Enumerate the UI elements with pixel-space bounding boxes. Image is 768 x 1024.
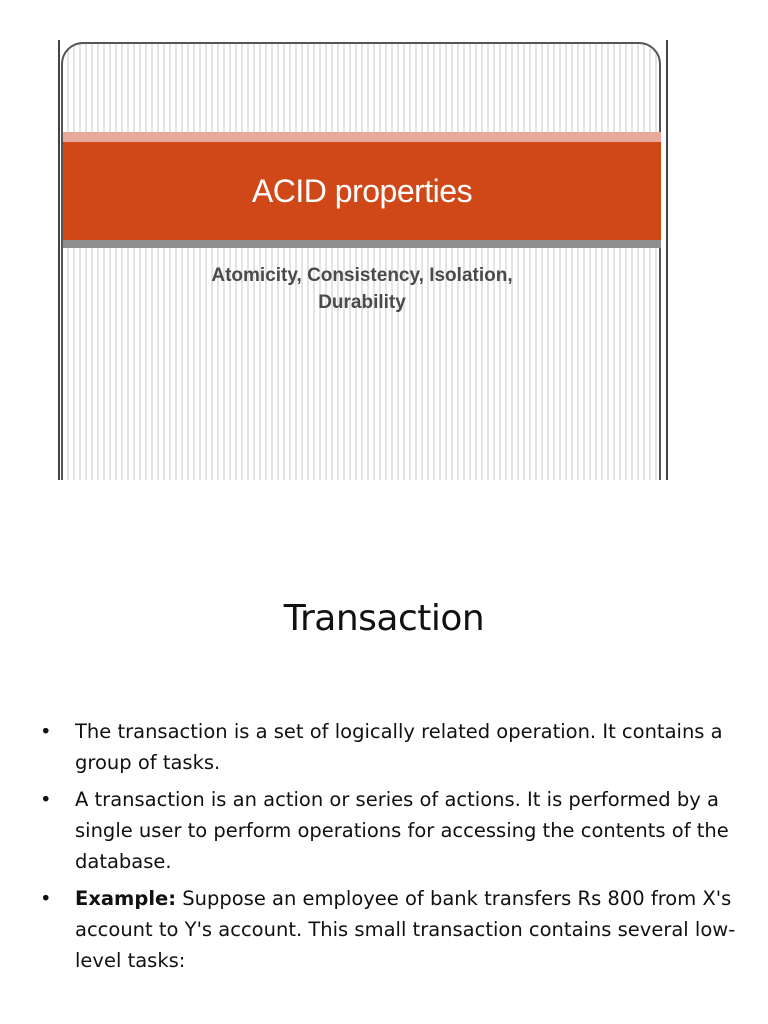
bullet-list	[40, 716, 740, 982]
slide-subtitle	[63, 262, 661, 316]
bullet-icon: •	[40, 788, 52, 811]
slide-left-edge	[58, 40, 60, 480]
slide-right-edge	[666, 40, 668, 480]
bullet-text: Suppose an employee of bank transfers Rs 800 from X's account to Y's account. This small transaction contains several low-level tasks:	[75, 887, 736, 972]
bullet-item	[40, 784, 740, 877]
bullet-icon: •	[40, 720, 52, 743]
slide-subtitle-line-1: Atomicity, Consistency, Isolation,	[211, 265, 513, 286]
bullet-text: A transaction is an action or series of actions. It is performed by a single user to perform operations for accessing the contents of the database.	[75, 788, 729, 873]
slide-title: ACID properties	[251, 172, 473, 209]
bullet-bold-prefix: Example:	[75, 887, 177, 910]
slide-rounded-border	[61, 42, 661, 480]
bullet-text: The transaction is a set of logically related operation. It contains a group of tasks.	[75, 720, 723, 774]
bullet-item	[40, 883, 740, 976]
bullet-item	[40, 716, 740, 778]
title-band-top-stripe	[63, 132, 661, 142]
title-band	[63, 142, 661, 240]
bullet-icon: •	[40, 887, 52, 910]
slide-subtitle-line-2: Durability	[318, 292, 406, 313]
slide-thumbnail	[58, 40, 668, 480]
title-band-bottom-stripe	[63, 240, 661, 248]
page-title: Transaction	[283, 598, 485, 639]
